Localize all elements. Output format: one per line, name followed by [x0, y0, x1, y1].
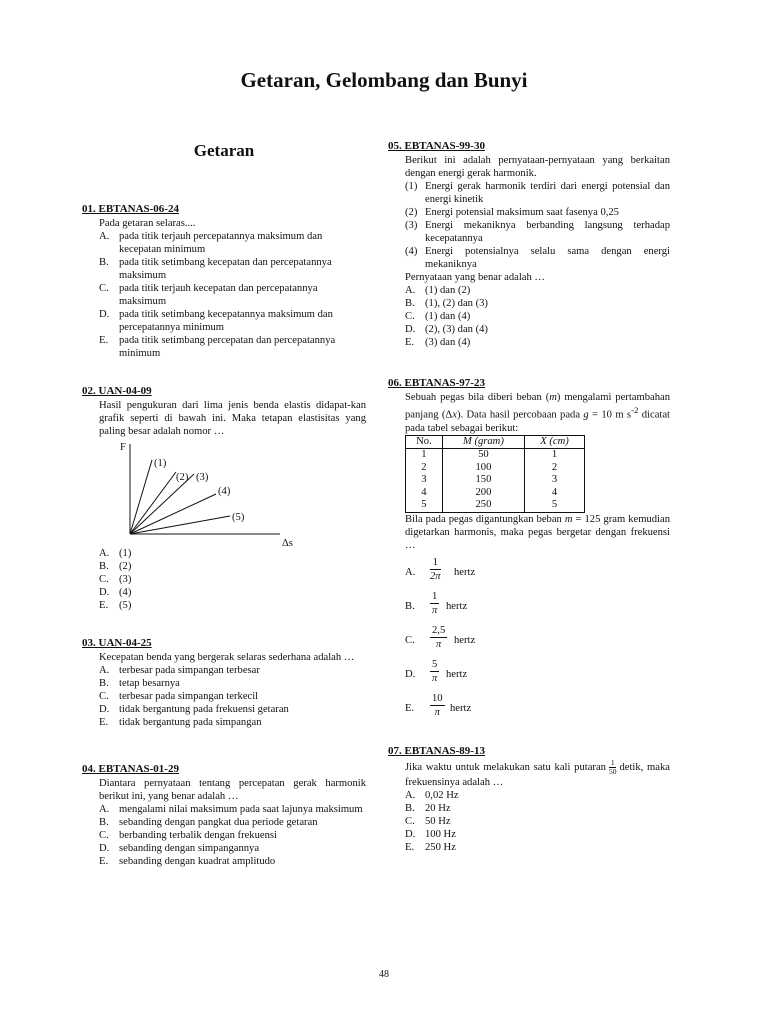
- option-c[interactable]: [388, 310, 670, 323]
- option-d[interactable]: [388, 656, 670, 690]
- option-b[interactable]: [388, 588, 670, 622]
- question-06: [388, 377, 670, 724]
- fraction: [430, 658, 439, 685]
- statement-number: (2): [405, 207, 418, 218]
- statement-list: [388, 180, 670, 271]
- option-letter: E.: [99, 335, 109, 346]
- option-text: (1) dan (2): [425, 285, 471, 296]
- option-letter: B.: [99, 678, 109, 689]
- option-d[interactable]: [82, 586, 366, 599]
- statement-number: (3): [405, 220, 418, 231]
- mass-symbol: m: [564, 513, 573, 525]
- question-05: [388, 140, 670, 349]
- denominator: 2π: [430, 570, 441, 582]
- table-row: [406, 462, 585, 475]
- option-letter: B.: [99, 817, 109, 828]
- table-header: X (cm): [524, 435, 584, 449]
- statement-text: Energi potensialnya selalu sama dengan energi mekaniknya: [425, 246, 670, 270]
- option-c[interactable]: [82, 829, 366, 842]
- option-e[interactable]: [388, 841, 670, 854]
- option-letter: D.: [99, 309, 110, 320]
- question-heading: 01. EBTANAS-06-24: [82, 203, 179, 215]
- statement-number: (4): [405, 246, 418, 257]
- table-cell: 4: [406, 487, 443, 500]
- table-header: M (gram): [442, 435, 524, 449]
- option-text: (1) dan (4): [425, 311, 471, 322]
- option-text: 50 Hz: [425, 816, 451, 827]
- question-stem: Diantara pernyataan tentang percepatan gerak harmonik berikut ini, yang benar adalah …: [99, 778, 366, 802]
- denominator: π: [435, 638, 442, 650]
- option-list: [388, 789, 670, 854]
- option-c[interactable]: [82, 282, 366, 308]
- option-letter: B.: [405, 298, 415, 309]
- option-letter: C.: [405, 816, 415, 827]
- statement-2: [388, 206, 670, 219]
- x-axis-label: Δs: [282, 538, 293, 546]
- numerator: 1: [610, 758, 615, 767]
- option-text: tidak bergantung pada frekuensi getaran: [119, 704, 289, 715]
- option-b[interactable]: [82, 256, 366, 282]
- option-text: (3): [119, 574, 132, 585]
- option-text: pada titik setimbang kecepatan dan percepatannya maksimum: [119, 257, 332, 281]
- numerator: 1: [430, 556, 441, 570]
- question-07: [388, 745, 670, 854]
- option-e[interactable]: [388, 690, 670, 724]
- option-text: 250 Hz: [425, 842, 456, 853]
- table-cell: 2: [524, 462, 584, 475]
- question-heading: 07. EBTANAS-89-13: [388, 745, 485, 757]
- denominator: π: [431, 672, 438, 684]
- option-text: (5): [119, 600, 132, 611]
- option-c[interactable]: [82, 690, 366, 703]
- table-cell: 200: [442, 487, 524, 500]
- table-cell: 1: [406, 449, 443, 462]
- option-text: tidak bergantung pada simpangan: [119, 717, 262, 728]
- graph-line-1: [130, 460, 152, 534]
- table-cell: 4: [524, 487, 584, 500]
- unit: hertz: [446, 600, 468, 612]
- option-b[interactable]: [82, 677, 366, 690]
- question-stem: Berikut ini adalah pernyataan-pernyataan yang berkaitan dengan energi gerak harmonik.: [405, 155, 670, 179]
- graph-line-label: (1): [154, 458, 167, 469]
- option-letter: C.: [99, 574, 109, 585]
- option-a[interactable]: [388, 554, 670, 588]
- option-list: [82, 230, 366, 360]
- table-cell: 2: [406, 462, 443, 475]
- statement-text: Energi mekaniknya berbanding langsung terhadap kecepatannya: [425, 220, 670, 244]
- table-cell: 5: [524, 499, 584, 512]
- stem-text: Jika waktu untuk melakukan satu kali putaran: [405, 761, 606, 773]
- statement-4: [388, 245, 670, 271]
- graph-line-label: (2): [176, 472, 189, 483]
- option-text: sebanding dengan kuadrat amplitudo: [119, 856, 276, 867]
- option-list: [82, 664, 366, 729]
- option-e[interactable]: [82, 599, 366, 612]
- option-letter: C.: [405, 311, 415, 322]
- option-text: (2): [119, 561, 132, 572]
- option-text: (1), (2) dan (3): [425, 298, 488, 309]
- option-a[interactable]: [82, 230, 366, 256]
- statement-text: Energi gerak harmonik terdiri dari energi potensial dan energi kinetik: [425, 181, 670, 205]
- statement-number: (1): [405, 181, 418, 192]
- option-letter: D.: [405, 829, 416, 840]
- question-stem: Pada getaran selaras....: [99, 218, 196, 229]
- option-text: pada titik setimbang kecepatannya maksimum dan percepatannya minimum: [119, 309, 333, 333]
- option-letter: C.: [99, 691, 109, 702]
- stem-text: dicatat pada tabel sebagai berikut:: [405, 409, 670, 434]
- stem-text: Sebuah pegas bila diberi beban (: [405, 392, 550, 403]
- numerator: 5: [432, 658, 438, 670]
- stem-text: = 10 m s: [588, 409, 632, 421]
- table-cell: 1: [524, 449, 584, 462]
- question-04: [82, 763, 366, 868]
- option-letter: B.: [99, 561, 109, 572]
- question-stem: Hasil pengukuran dari lima jenis benda elastis didapat-kan grafik seperti di bawah ini. Maka tetapan elastisitas yang paling besar adalah nomor …: [99, 400, 366, 437]
- numerator: 1: [432, 590, 438, 602]
- numerator: 10: [432, 692, 443, 704]
- option-text: terbesar pada simpangan terbesar: [119, 665, 260, 676]
- fraction: [430, 556, 441, 583]
- option-a[interactable]: [388, 284, 670, 297]
- option-text: 20 Hz: [425, 803, 451, 814]
- section-title: Getaran: [193, 141, 255, 160]
- question-stem: [405, 759, 670, 789]
- question-heading: 03. UAN-04-25: [82, 637, 152, 649]
- option-d[interactable]: [82, 842, 366, 855]
- option-letter: E.: [405, 842, 415, 853]
- graph-line-label: (4): [218, 486, 231, 497]
- option-text: pada titik terjauh kecepatan dan percepatannya maksimum: [119, 283, 318, 307]
- option-letter: D.: [99, 843, 110, 854]
- unit: hertz: [450, 702, 472, 714]
- graph-line-label: (5): [232, 512, 245, 523]
- statement-1: [388, 180, 670, 206]
- option-text: pada titik terjauh percepatannya maksimum dan kecepatan minimum: [119, 231, 323, 255]
- numerator: 2,5: [432, 624, 446, 636]
- fraction: [609, 759, 617, 776]
- option-letter: A.: [99, 548, 110, 559]
- option-text: pada titik setimbang percepatan dan percepatannya minimum: [119, 335, 336, 359]
- option-b[interactable]: [388, 802, 670, 815]
- option-letter: E.: [405, 702, 415, 714]
- option-text: (1): [119, 548, 132, 559]
- unit: hertz: [454, 634, 476, 646]
- exponent: -2: [631, 405, 639, 415]
- table-row: [406, 487, 585, 500]
- denominator: π: [431, 604, 438, 616]
- force-extension-graph: [104, 438, 304, 546]
- question-heading: 02. UAN-04-09: [82, 385, 152, 397]
- option-letter: B.: [405, 600, 415, 612]
- stem-text: Bila pada pegas digantungkan beban: [405, 513, 565, 525]
- graph-line-4: [130, 494, 216, 534]
- option-letter: E.: [405, 337, 415, 348]
- option-a[interactable]: [82, 803, 366, 816]
- option-text: (2), (3) dan (4): [425, 324, 488, 335]
- option-e[interactable]: [82, 855, 366, 868]
- option-letter: E.: [99, 600, 109, 611]
- table-row: [406, 449, 585, 462]
- fraction: [430, 590, 439, 617]
- option-c[interactable]: [388, 815, 670, 828]
- option-letter: D.: [99, 704, 110, 715]
- table-cell: 3: [524, 474, 584, 487]
- option-letter: A.: [405, 790, 416, 801]
- option-text: berbanding terbalik dengan frekuensi: [119, 830, 277, 841]
- option-e[interactable]: [82, 334, 366, 360]
- option-letter: C.: [99, 283, 109, 294]
- option-d[interactable]: [388, 323, 670, 336]
- question-stem: Kecepatan benda yang bergerak selaras sederhana adalah …: [99, 652, 355, 663]
- option-b[interactable]: [82, 816, 366, 829]
- option-letter: E.: [99, 856, 109, 867]
- mass-symbol: m: [549, 392, 557, 403]
- option-c[interactable]: [82, 573, 366, 586]
- fraction: [430, 624, 447, 651]
- option-a[interactable]: [388, 789, 670, 802]
- option-letter: C.: [99, 830, 109, 841]
- denominator: 50: [608, 767, 617, 776]
- option-letter: A.: [99, 665, 110, 676]
- option-letter: A.: [99, 804, 110, 815]
- option-text: tetap besarnya: [119, 678, 180, 689]
- option-letter: A.: [405, 285, 416, 296]
- option-letter: E.: [99, 717, 109, 728]
- option-b[interactable]: [388, 297, 670, 310]
- graph-line-2: [130, 472, 176, 534]
- table-cell: 150: [442, 474, 524, 487]
- table-header: No.: [406, 435, 443, 449]
- option-text: sebanding dengan simpangannya: [119, 843, 260, 854]
- question-03: [82, 637, 366, 729]
- question-01: [82, 203, 366, 360]
- question-02: [82, 385, 366, 612]
- option-letter: A.: [405, 566, 416, 578]
- table-cell: 50: [442, 449, 524, 462]
- table-cell: 3: [406, 474, 443, 487]
- statement-3: [388, 219, 670, 245]
- option-text: 0,02 Hz: [425, 790, 459, 801]
- question-followup: [405, 513, 670, 552]
- stem-text: detik, maka frekuensinya adalah …: [405, 761, 671, 788]
- option-letter: D.: [405, 668, 416, 680]
- table-row: [406, 499, 585, 512]
- unit: hertz: [454, 566, 476, 578]
- stem-text: ). Data hasil percobaan pada: [456, 409, 584, 421]
- option-e[interactable]: [388, 336, 670, 349]
- option-letter: D.: [405, 324, 416, 335]
- option-text: (4): [119, 587, 132, 598]
- option-letter: B.: [99, 257, 109, 268]
- option-letter: D.: [99, 587, 110, 598]
- option-c[interactable]: [388, 622, 670, 656]
- option-list: [82, 547, 366, 612]
- option-text: (3) dan (4): [425, 337, 471, 348]
- option-text: 100 Hz: [425, 829, 456, 840]
- option-d[interactable]: [82, 308, 366, 334]
- table-cell: 100: [442, 462, 524, 475]
- option-list: [388, 554, 670, 724]
- page-number: 48: [379, 969, 389, 980]
- page-title: Getaran, Gelombang dan Bunyi: [240, 68, 528, 92]
- stem-text: ) mengalami pertambahan panjang (Δ: [405, 392, 670, 421]
- option-d[interactable]: [82, 703, 366, 716]
- option-letter: C.: [405, 634, 415, 646]
- table-cell: 250: [442, 499, 524, 512]
- data-table: [405, 435, 585, 513]
- graph-line-5: [130, 516, 230, 534]
- question-stem: [405, 391, 670, 435]
- stem-text: = 125 gram kemudian digetarkan harmonis, maka pegas bergetar dengan frekuensi …: [405, 513, 670, 551]
- extension-symbol: x: [452, 409, 457, 421]
- y-axis-label: F: [120, 442, 126, 453]
- option-a[interactable]: [82, 547, 366, 560]
- fraction: [430, 692, 445, 719]
- denominator: π: [434, 706, 440, 718]
- graph-line-label: (3): [196, 472, 209, 483]
- question-heading: 06. EBTANAS-97-23: [388, 377, 485, 389]
- question-heading: 05. EBTANAS-99-30: [388, 140, 485, 152]
- option-text: mengalami nilai maksimum pada saat lajunya maksimum: [119, 804, 363, 815]
- option-d[interactable]: [388, 828, 670, 841]
- unit: hertz: [446, 668, 468, 680]
- table-cell: 5: [406, 499, 443, 512]
- table-header-row: [406, 435, 585, 449]
- option-letter: B.: [405, 803, 415, 814]
- option-list: [82, 803, 366, 868]
- statement-text: Energi potensial maksimum saat fasenya 0,25: [425, 207, 619, 218]
- question-prompt: Pernyataan yang benar adalah …: [405, 272, 546, 283]
- option-a[interactable]: [82, 664, 366, 677]
- graph-line-3: [130, 474, 194, 534]
- option-e[interactable]: [82, 716, 366, 729]
- option-b[interactable]: [82, 560, 366, 573]
- option-text: terbesar pada simpangan terkecil: [119, 691, 259, 702]
- option-text: sebanding dengan pangkat dua periode getaran: [119, 817, 318, 828]
- option-list: [388, 284, 670, 349]
- option-letter: A.: [99, 231, 110, 242]
- gravity-symbol: g: [583, 409, 589, 421]
- table-row: [406, 474, 585, 487]
- question-heading: 04. EBTANAS-01-29: [82, 763, 179, 775]
